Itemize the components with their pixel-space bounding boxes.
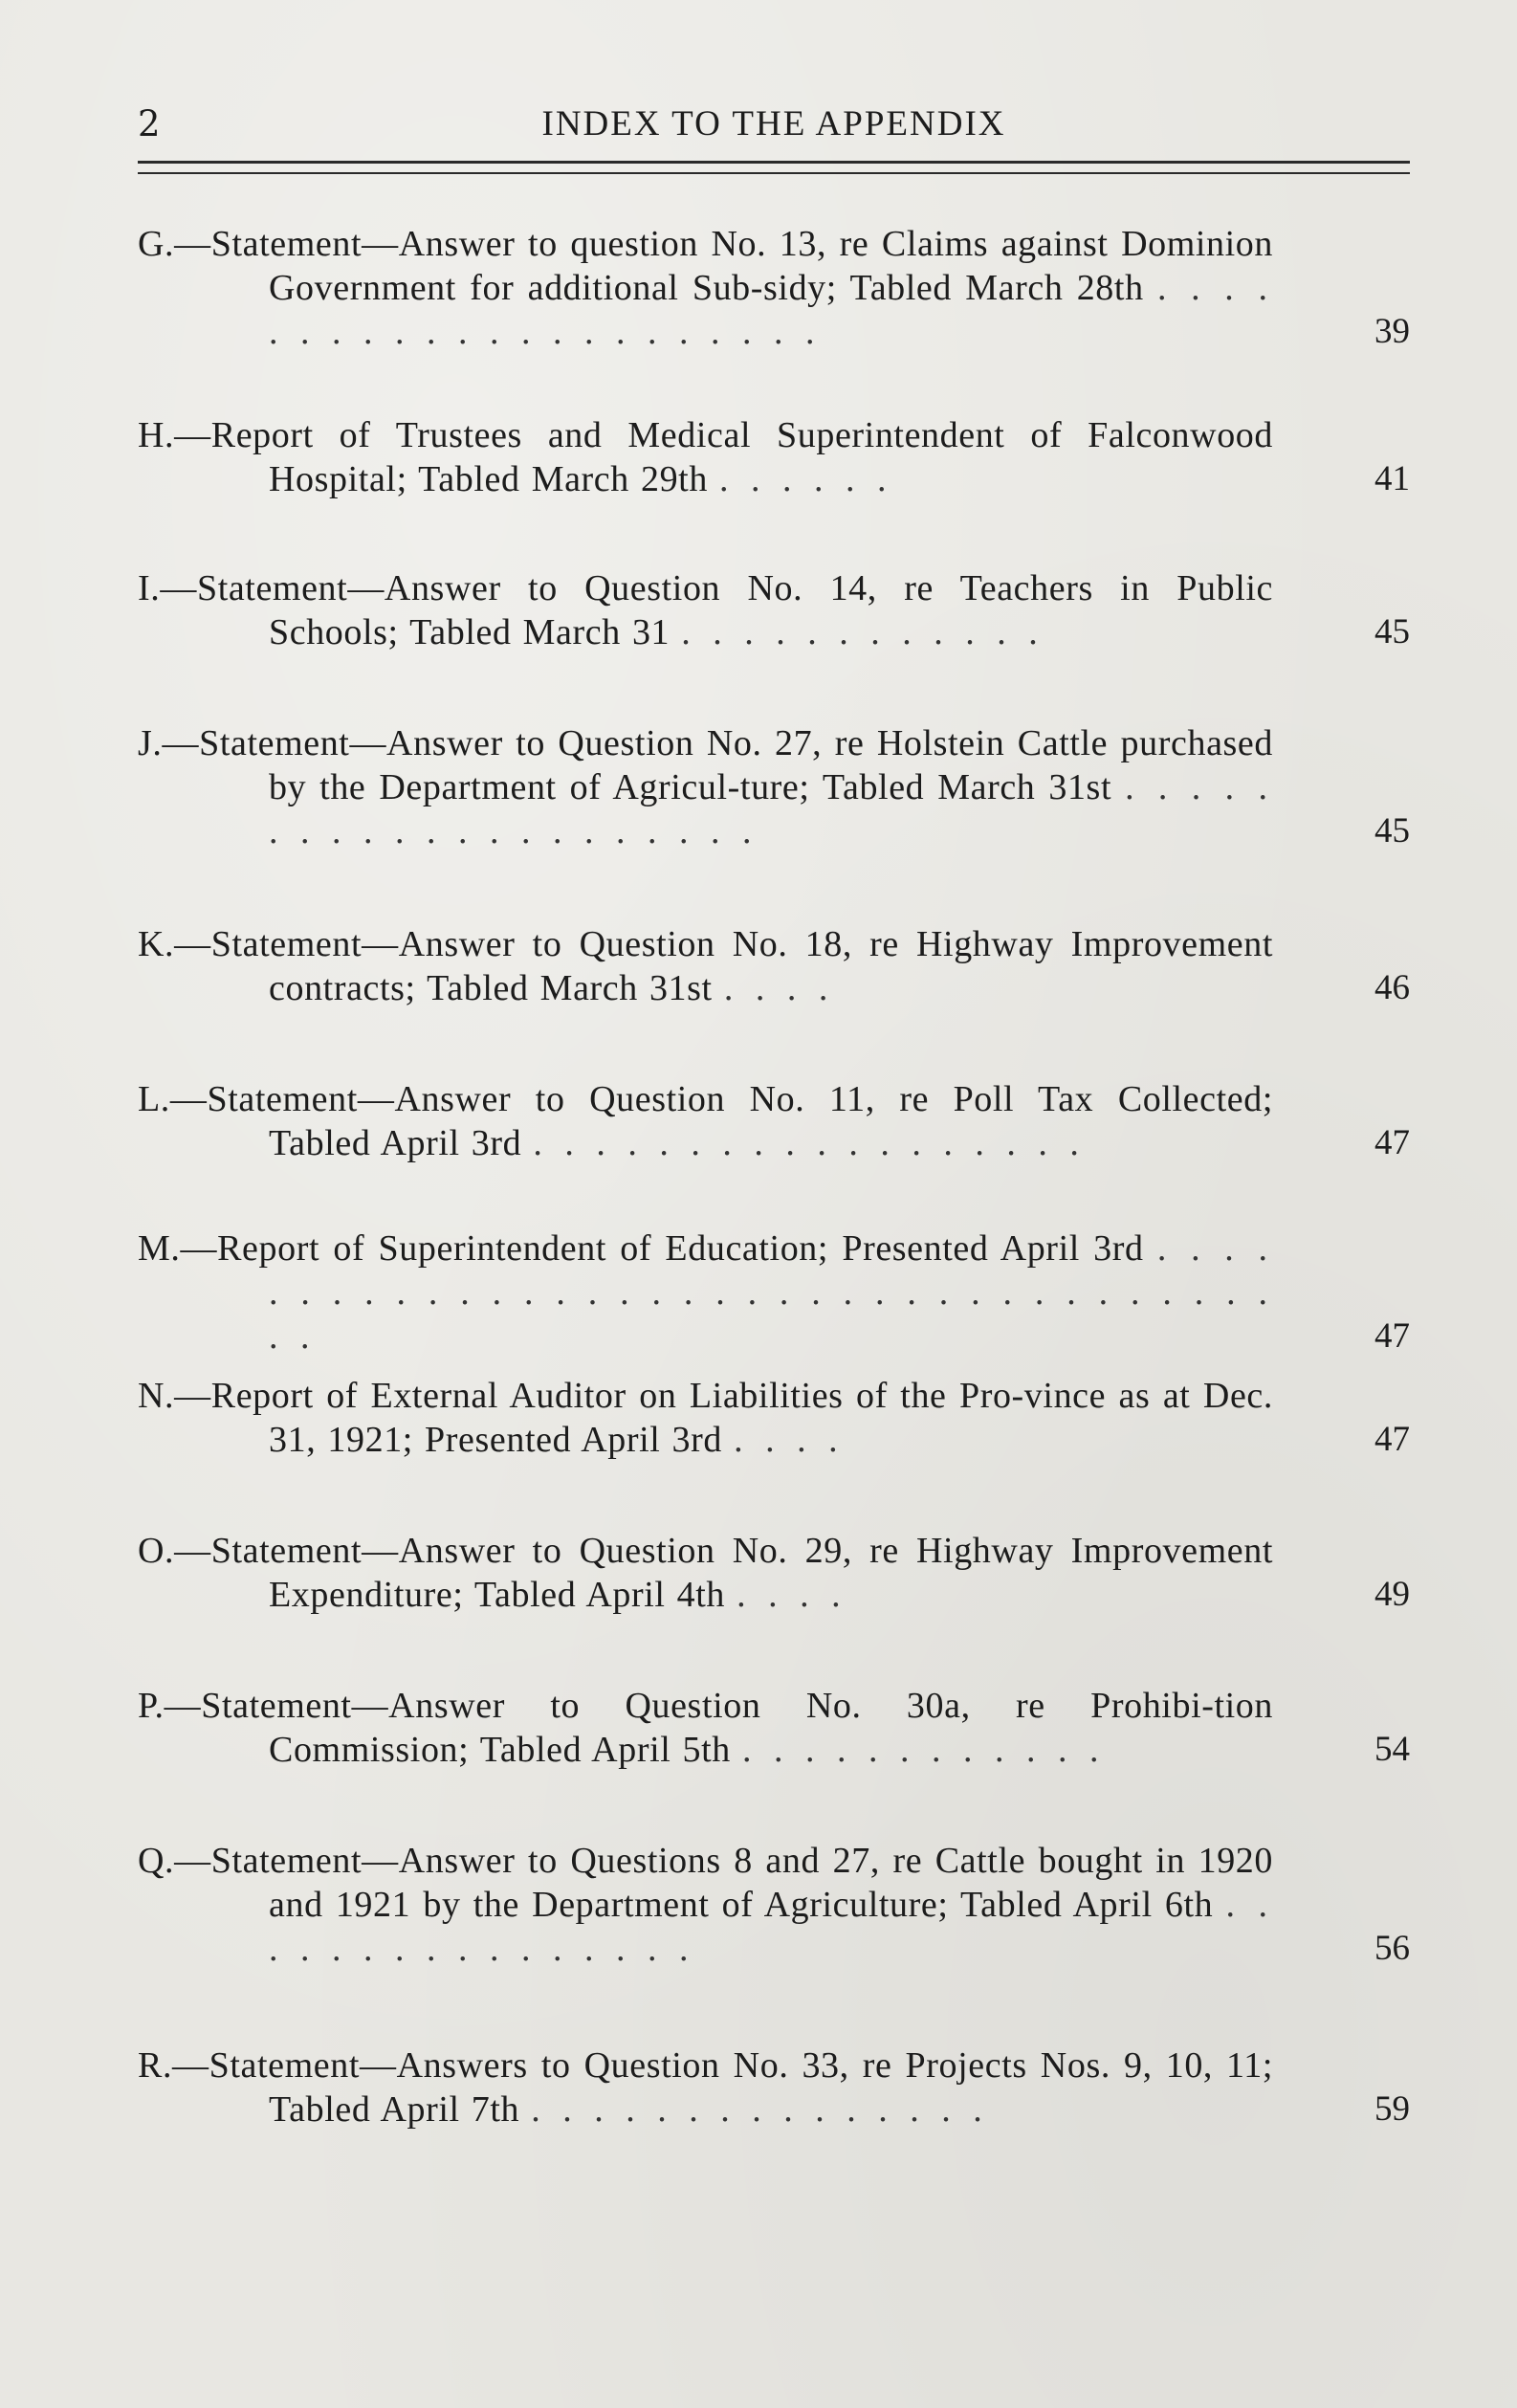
entry-page-number: 46	[1374, 968, 1410, 1007]
dot-leader: . . . . . . . . . . . .	[681, 612, 1044, 652]
dot-leader: . . . . . . . . . . . . . . . . . .	[533, 1123, 1085, 1163]
index-entry-h	[138, 413, 1410, 501]
dot-leader: . . . . . .	[719, 459, 892, 499]
index-entry-p	[138, 1684, 1410, 1772]
entry-text: N.—Report of External Auditor on Liabilities of the Pro-vince as at Dec. 31, 1921; Presented April 3rd	[138, 1376, 1273, 1460]
index-entry-g	[138, 222, 1410, 354]
entry-page-number: 54	[1374, 1730, 1410, 1769]
index-entry-q	[138, 1839, 1410, 1971]
dot-leader: . . . . . . . . . . . . . . . . . . . . . .	[269, 268, 1273, 352]
entry-text: P.—Statement—Answer to Question No. 30a, re Prohibi-tion Commission; Tabled April 5th	[138, 1686, 1273, 1770]
entry-page-number: 59	[1374, 2089, 1410, 2129]
entry-page-number: 45	[1374, 811, 1410, 851]
dot-leader: . . . .	[734, 1420, 844, 1460]
index-entry-n	[138, 1374, 1410, 1462]
entry-text: Q.—Statement—Answer to Questions 8 and 27, re Cattle bought in 1920 and 1921 by the Department of Agriculture; Tabled April 6th	[138, 1841, 1273, 1925]
page-number: 2	[138, 103, 162, 144]
entry-text: M.—Report of Superintendent of Education; Presented April 3rd	[138, 1228, 1144, 1269]
entry-page-number: 41	[1374, 459, 1410, 498]
header-rule-top	[138, 161, 1410, 164]
entry-page-number: 45	[1374, 612, 1410, 652]
entry-text: J.—Statement—Answer to Question No. 27, re Holstein Cattle purchased by the Department of Agricul-ture; Tabled March 31st	[138, 723, 1273, 807]
entry-text: L.—Statement—Answer to Question No. 11, re Poll Tax Collected; Tabled April 3rd	[138, 1079, 1273, 1163]
header-rule-bottom	[138, 172, 1410, 174]
dot-leader: . . . . . . . . . . . .	[741, 1730, 1105, 1770]
dot-leader: . . . . . . . . . . . . . . . . . . . . . . . . . . . . . . . . . . . . . .	[269, 1228, 1273, 1357]
entry-text: H.—Report of Trustees and Medical Superintendent of Falconwood Hospital; Tabled March 29th	[138, 415, 1273, 499]
dot-leader: . . . .	[723, 968, 834, 1008]
entry-text: O.—Statement—Answer to Question No. 29, re Highway Improvement Expenditure; Tabled April 4th	[138, 1531, 1273, 1615]
entry-text: R.—Statement—Answers to Question No. 33, re Projects Nos. 9, 10, 11; Tabled April 7th	[138, 2045, 1273, 2130]
entry-text: I.—Statement—Answer to Question No. 14, re Teachers in Public Schools; Tabled March 31	[138, 568, 1273, 652]
dot-leader: . . . . . . . . . . . . . . .	[531, 2089, 988, 2130]
entry-page-number: 47	[1374, 1420, 1410, 1459]
index-entry-m	[138, 1226, 1410, 1359]
page-header	[138, 103, 1410, 149]
index-entry-k	[138, 922, 1410, 1010]
entry-page-number: 47	[1374, 1316, 1410, 1356]
entry-page-number: 47	[1374, 1123, 1410, 1162]
index-entry-o	[138, 1529, 1410, 1617]
index-entry-i	[138, 566, 1410, 654]
index-entry-j	[138, 721, 1410, 853]
dot-leader: . . . .	[737, 1575, 846, 1615]
entry-page-number: 49	[1374, 1575, 1410, 1614]
entry-page-number: 56	[1374, 1929, 1410, 1968]
index-entry-l	[138, 1077, 1410, 1165]
running-head-title: INDEX TO THE APPENDIX	[541, 104, 1006, 144]
index-entry-r	[138, 2043, 1410, 2132]
entry-page-number: 39	[1374, 312, 1410, 351]
entry-text: G.—Statement—Answer to question No. 13, re Claims against Dominion Government for additional Sub-sidy; Tabled March 28th	[138, 224, 1273, 308]
dot-leader: . . . . . . . . . . . . . . . . . . . . .	[269, 767, 1274, 851]
entry-text: K.—Statement—Answer to Question No. 18, re Highway Improvement contracts; Tabled March 31st	[138, 924, 1273, 1008]
dot-leader: . . . . . . . . . . . . . . . .	[269, 1885, 1274, 1969]
